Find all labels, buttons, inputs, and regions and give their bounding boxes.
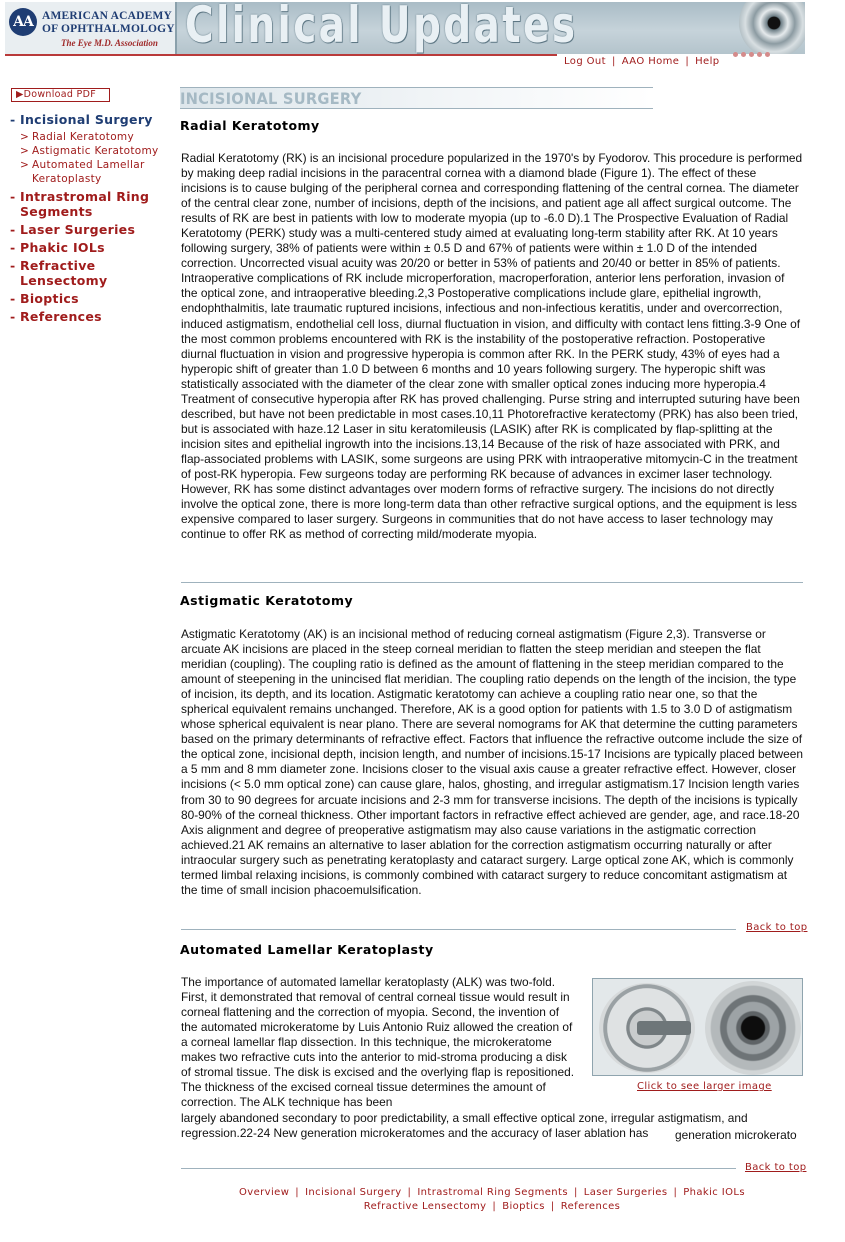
- footer-link-refractive-lensectomy[interactable]: Refractive Lensectomy: [363, 1201, 487, 1212]
- footer-link-bioptics[interactable]: Bioptics: [502, 1201, 545, 1212]
- subnav-item-astigmatic-keratotomy[interactable]: > Astigmatic Keratotomy: [20, 144, 170, 158]
- section-title: INCISIONAL SURGERY: [180, 89, 362, 108]
- sidebar-nav: [10, 112, 170, 327]
- back-to-top-link[interactable]: Back to top: [745, 1162, 807, 1173]
- cornea-image: [705, 981, 801, 1075]
- logo-tagline: The Eye M.D. Association: [61, 38, 158, 48]
- sidebar-item-laser-surgeries[interactable]: - Laser Surgeries: [10, 222, 170, 237]
- sidebar-item-phakic-iols[interactable]: - Phakic IOLs: [10, 240, 170, 255]
- figure-microkeratome-image[interactable]: [592, 978, 803, 1076]
- footer-link-laser-surgeries[interactable]: Laser Surgeries: [583, 1187, 668, 1198]
- decorative-dots: [733, 52, 770, 57]
- microkeratome-image: [599, 983, 695, 1073]
- aao-logo[interactable]: [5, 2, 177, 54]
- paragraph-alk-part2: largely abandoned secondary to poor predictability, a small effective optical zone, irregular astigmatism, and regression.22-24 New generation microkeratomes and the accuracy of laser ablation has: [181, 1111, 748, 1141]
- footer-nav-row2: Refractive Lensectomy | Bioptics | References: [363, 1201, 621, 1212]
- footer-nav-row1: Overview | Incisional Surgery | Intrastromal Ring Segments | Laser Surgeries | Phakic IOLs: [239, 1187, 745, 1198]
- sidebar-subnav: [20, 130, 170, 186]
- footer-link-phakic-iols[interactable]: Phakic IOLs: [683, 1187, 745, 1198]
- sidebar-item-refractive-lensectomy[interactable]: - Refractive Lensectomy: [10, 258, 120, 288]
- subnav-item-radial-keratotomy[interactable]: > Radial Keratotomy: [20, 130, 170, 144]
- overflow-text-fragment: generation microkerato: [675, 1128, 797, 1142]
- sidebar-item-references[interactable]: - References: [10, 309, 170, 324]
- help-link[interactable]: Help: [695, 56, 720, 67]
- banner-title: Clinical Updates: [185, 2, 578, 54]
- paragraph-astigmatic-keratotomy: Astigmatic Keratotomy (AK) is an incisional method of reducing corneal astigmatism (Figure 2,3). Transverse or arcuate AK incisions are placed in the steep corneal meridian to flatten the steep meridian and steepen the flat meridian (coupling). The coupling ratio is defined as the amount of flattening in the steep meridian compared to the amount of steepening in the unincised flat meridian. The coupling ratio depends on the length of the incision, the type of incision, its depth, and its location. Astigmatic keratotomy can achieve a coupling ratio near one, so that the spherical equivalent remains unchanged. Therefore, AK is a good option for patients with 1.5 to 3.0 D of astigmatism whose spherical equivalent is near plano. There are several nomograms for AK that determine the cutting parameters based on the primary determinants of refractive effect. Factors that influence the refractive outcome include the size of the optical zone, incisional depth, incision length, and number of incisions.15-17 Incisions are typically placed between a 5 mm and 8 mm diameter zone. Incisions closer to the visual axis cause a greater refractive effect. However, closer incisions (< 5.0 mm optical zone) can cause glare, halos, ghosting, and irregular astigmatism.17 Incision length varies from 30 to 90 degrees for arcuate incisions and 2-3 mm for transverse incisions. The depth of the incisions is typically 80-90% of the corneal thickness. Other important factors in refractive effect achieved are gender, age, and race.18-20 Axis alignment and degree of preoperative astigmatism may also cause variations in the astigmatic correction achieved.21 AK remains an alternative to laser ablation for the correction astigmatism occurring naturally or after intraocular surgery such as penetrating keratoplasty and cataract surgery. Large optical zone AK, which is commonly termed limbal relaxing incisions, is commonly combined with cataract surgery to reduce concomitant astigmatism at the time of small incision phacoemulsification.: [181, 627, 803, 897]
- footer-link-incisional-surgery[interactable]: Incisional Surgery: [305, 1187, 402, 1198]
- divider: [181, 1168, 736, 1169]
- larger-image-link[interactable]: Click to see larger image: [637, 1081, 772, 1092]
- footer-link-references[interactable]: References: [560, 1201, 621, 1212]
- section-title-banner: [180, 87, 653, 109]
- paragraph-alk-part1: The importance of automated lamellar keratoplasty (ALK) was two-fold. First, it demonstrated that removal of central corneal tissue would result in corneal flattening and the correction of myopia. Second, the invention of the automated microkeratome by Luis Antonio Ruiz allowed the creation of a corneal lamellar flap dissection. In this technique, the microkeratome makes two refractive cuts into the anterior to mid-stroma producing a disk of stromal tissue. The disk is excised and the overlying flap is repositioned. The thickness of the excised corneal tissue determines the amount of correction. The ALK technique has been: [181, 975, 575, 1110]
- logo-line2: OF OPHTHALMOLOGY: [42, 23, 175, 35]
- heading-automated-lamellar-keratoplasty: Automated Lamellar Keratoplasty: [180, 942, 434, 957]
- eye-graphic: [727, 2, 805, 54]
- banner-underline: [5, 54, 557, 56]
- heading-radial-keratotomy: Radial Keratotomy: [180, 118, 320, 133]
- top-links: Log Out | AAO Home | Help: [564, 56, 720, 67]
- footer-link-intrastromal-ring-segments[interactable]: Intrastromal Ring Segments: [417, 1187, 568, 1198]
- aao-logo-icon: AA: [9, 8, 37, 36]
- divider: [181, 929, 736, 930]
- divider: [181, 582, 803, 583]
- footer-link-overview[interactable]: Overview: [239, 1187, 290, 1198]
- paragraph-radial-keratotomy: Radial Keratotomy (RK) is an incisional procedure popularized in the 1970's by Fyodorov. This procedure is performed by making deep radial incisions in the paracentral cornea with a diamond blade (Figure 1). The effect of these incisions is to cause bulging of the peripheral cornea and corresponding flattening of the central cornea. The diameter of the central clear zone, number of incisions, depth of the incisions, and patient age all affect surgical outcome. The results of RK are best in patients with low to moderate myopia (up to -6.0 D).1 The Prospective Evaluation of Radial Keratotomy (PERK) study was a multi-centered study aimed at evaluating long-term stability after RK. At 10 years following surgery, 38% of patients were within ± 0.5 D and 67% of patients were within ± 1.0 D of the intended correction. Uncorrected visual acuity was 20/20 or better in 53% of patients and 20/40 or better in 85% of patients. Intraoperative complications of RK include microperforation, macroperforation, anterior lens perforation, invasion of the optical zone, and intraoperative bleeding.2,3 Postoperative complications include glare, epithelial ingrowth, endophthalmitis, late traumatic ruptured incisions, infectious and non-infectious keratitis, under and overcorrection, induced astigmatism, endothelial cell loss, diurnal fluctuation in vision, and difficulty with contact lens fitting.3-9 One of the most common problems encountered with RK is the instability of the postoperative refraction. Postoperative diurnal fluctuation in vision and progressive hyperopia is common after RK. In the PERK study, 43% of eyes had a hyperopic shift of greater than 1.0 D between 6 months and 10 years following surgery. The hyperopic shift was statistically associated with the diameter of the clear zone with smaller optical zones inducing more hyperopia.4 Treatment of consecutive hyperopia after RK has proved challenging. Purse string and interrupted suturing have been described, but have not been predictable in most cases.10,11 Photorefractive keratectomy (PRK) has also been tried, but is associated with haze.12 Laser in situ keratomileusis (LASIK) after RK is complicated by flap-splitting at the incision sites and epithelial ingrowth into the incisions.13,14 Because of the risk of haze associated with PRK, and flap-associated problems with LASIK, some surgeons are using PRK with intraoperative mitomycin-C in the treatment of post-RK hyperopia. Few surgeons today are performing RK because of advances in excimer laser technology. However, RK has some distinct advantages over modern forms of refractive surgery. The incisions do not directly involve the optical zone, there is more long-term data than other refractive surgical options, and the equipment is less expensive compared to laser surgery. Surgeons in communities that do not have access to laser technology may continue to offer RK as method of correcting mild/moderate myopia.: [181, 151, 803, 542]
- sidebar-item-intrastromal-ring-segments[interactable]: - Intrastromal Ring Segments: [10, 189, 150, 219]
- aao-home-link[interactable]: AAO Home: [621, 56, 680, 67]
- logout-link[interactable]: Log Out: [564, 56, 606, 67]
- heading-astigmatic-keratotomy: Astigmatic Keratotomy: [180, 593, 354, 608]
- subnav-item-automated-lamellar-keratoplasty[interactable]: > Automated Lamellar Keratoplasty: [20, 158, 148, 186]
- logo-line1: AMERICAN ACADEMY: [42, 10, 173, 22]
- download-pdf-button[interactable]: ▶Download PDF: [11, 88, 110, 102]
- back-to-top-link[interactable]: Back to top: [746, 922, 808, 933]
- sidebar-item-bioptics[interactable]: - Bioptics: [10, 291, 170, 306]
- sidebar-item-incisional-surgery[interactable]: - Incisional Surgery: [10, 112, 170, 127]
